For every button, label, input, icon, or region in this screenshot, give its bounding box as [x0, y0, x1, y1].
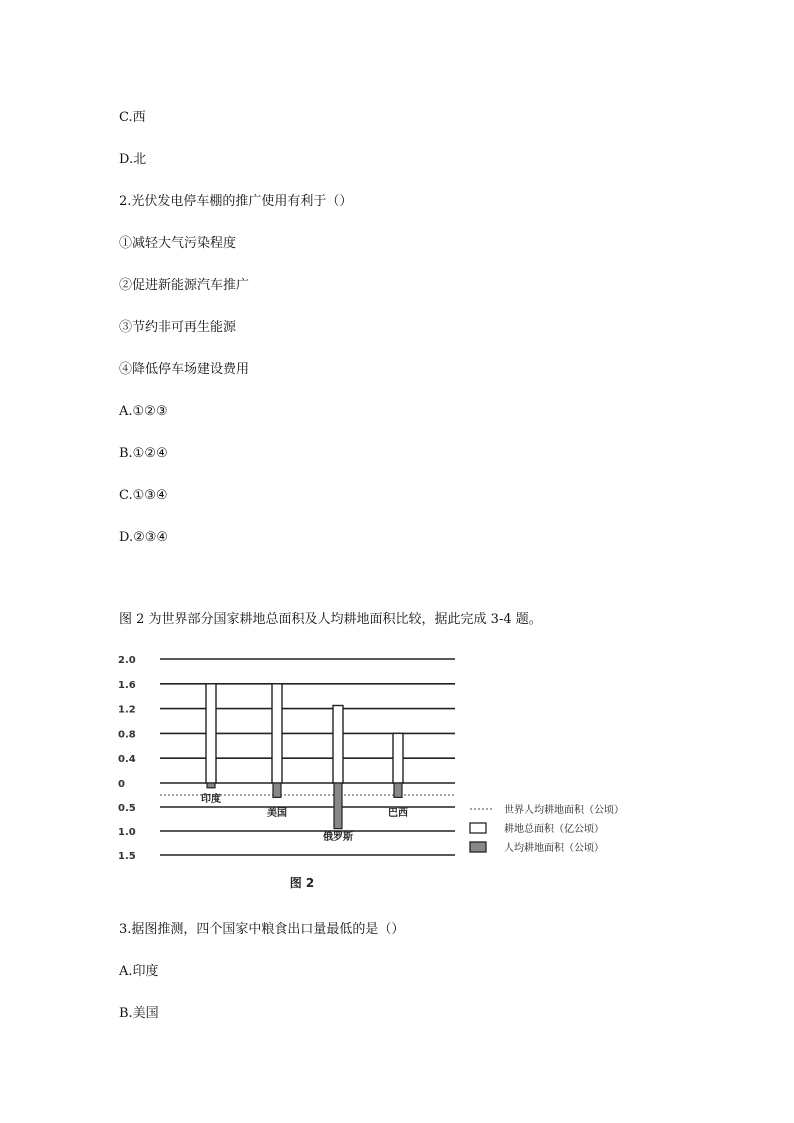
- legend-total-swatch: [470, 823, 486, 833]
- statement-1: ①减轻大气污染程度: [119, 236, 237, 251]
- option-c: C.①③④: [119, 488, 168, 503]
- category-label: 印度: [201, 794, 221, 805]
- category-label: 巴西: [388, 808, 408, 819]
- statement-3: ③节约非可再生能源: [119, 320, 237, 335]
- y-tick-label: 0: [118, 779, 125, 790]
- bar-total-area: [272, 684, 282, 783]
- bar-total-area: [333, 706, 343, 784]
- bar-total-area: [393, 733, 403, 783]
- figure-caption: 图 2: [289, 876, 315, 890]
- figure-intro: 图 2 为世界部分国家耕地总面积及人均耕地面积比较，据此完成 3-4 题。: [119, 612, 542, 627]
- y-tick-label: 0.8: [118, 729, 136, 741]
- y-tick-label: 0.4: [118, 754, 136, 766]
- category-label: 美国: [267, 808, 287, 819]
- legend-total-area: 耕地总面积（亿公顷）: [504, 824, 604, 835]
- chart-svg: [110, 646, 670, 896]
- bar-total-area: [206, 684, 216, 783]
- y-tick-label: 1.2: [118, 704, 136, 716]
- statement-4: ④降低停车场建设费用: [119, 362, 250, 377]
- bar-per-capita: [394, 783, 402, 797]
- option-d-prev: D.北: [119, 152, 147, 167]
- legend-per-capita-swatch: [470, 842, 486, 852]
- option-a-q3: A.印度: [119, 964, 159, 979]
- category-label: 俄罗斯: [323, 832, 353, 843]
- y-tick-label: 0.5: [118, 803, 136, 814]
- y-tick-label: 2.0: [118, 655, 136, 666]
- y-tick-label: 1.0: [118, 827, 136, 838]
- figure-2-chart: [110, 646, 670, 896]
- bar-per-capita: [207, 783, 215, 788]
- option-a: A.①②③: [119, 404, 168, 419]
- y-tick-label: 1.6: [118, 679, 136, 691]
- option-b-q3: B.美国: [119, 1006, 159, 1021]
- option-b: B.①②④: [119, 446, 168, 461]
- question-3: 3.据图推测，四个国家中粮食出口量最低的是（）: [119, 922, 405, 937]
- statement-2: ②促进新能源汽车推广: [119, 278, 250, 293]
- bar-per-capita: [273, 783, 281, 797]
- option-c-prev: C.西: [119, 110, 146, 125]
- legend-per-capita: 人均耕地面积（公顷）: [504, 843, 604, 854]
- legend-world-average: 世界人均耕地面积（公顷）: [504, 805, 624, 816]
- bar-per-capita: [334, 783, 342, 829]
- question-2: 2.光伏发电停车棚的推广使用有利于（）: [119, 194, 353, 209]
- option-d: D.②③④: [119, 530, 169, 545]
- y-tick-label: 1.5: [118, 851, 136, 862]
